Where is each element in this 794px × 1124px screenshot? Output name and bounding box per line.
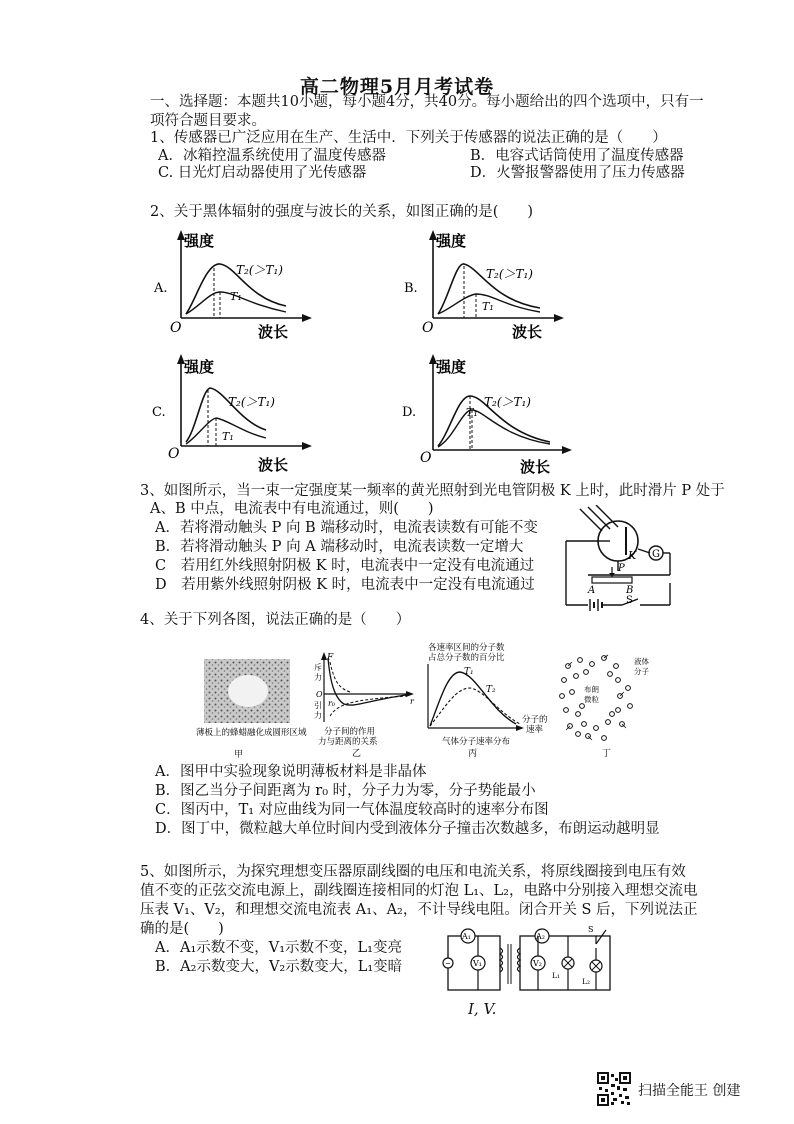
q3-phototube-circuit bbox=[558, 505, 678, 615]
q4-option-d: D．图丁中，微粒越大单位时间内受到液体分子撞击次数越多，布朗运动越明显 bbox=[155, 821, 660, 837]
section-heading-line1: 一、选择题：本题共10小题，每小题4分，共40分。每小题给出的四个选项中，只有一 bbox=[150, 94, 704, 110]
fig-bing-caption: 气体分子速率分布 bbox=[442, 737, 511, 747]
curve-t2-label: T₂(＞T₁) bbox=[236, 263, 283, 277]
ammeter-a2-label: A₂ bbox=[536, 932, 545, 941]
curve-t2-label: T₂(＞T₁) bbox=[486, 267, 533, 281]
q2-graph-b bbox=[400, 228, 570, 343]
fig-yi-r: r bbox=[410, 697, 414, 706]
graph-label: B. bbox=[404, 281, 418, 296]
q3-stem-line2: A、B 中点，电流表中有电流通过，则( ) bbox=[150, 501, 434, 517]
fig-ding-liquid-label1: 液体 bbox=[634, 657, 649, 666]
switch-s-label: S bbox=[626, 595, 633, 606]
q5-stem-line3: 压表 V₁、V₂，和理想交流电流表 A₁、A₂，不计导线电阻。闭合开关 S 后，下列说法正 bbox=[140, 902, 698, 918]
section-heading-line2: 项符合题目要求。 bbox=[150, 113, 266, 129]
x-axis-label: 波长 bbox=[520, 458, 551, 475]
q3-option-a: A．若将滑动触头 P 向 B 端移动时，电流表读数有可能不变 bbox=[155, 520, 538, 536]
fig-ding-particle-label2: 微粒 bbox=[584, 695, 599, 704]
y-axis-label: 强度 bbox=[436, 358, 467, 376]
fig-yi-r0: r₀ bbox=[328, 699, 336, 708]
fig-yi-label: 乙 bbox=[352, 749, 362, 759]
x-axis-label: 波长 bbox=[258, 456, 289, 474]
y-axis-label: 强度 bbox=[436, 232, 467, 250]
fig-yi-origin: O bbox=[316, 690, 323, 699]
y-axis-label: 强度 bbox=[184, 358, 215, 376]
fig-bing-xlabel1: 分子的 bbox=[522, 715, 548, 725]
q5-stem-line4: 确的是( ) bbox=[140, 921, 224, 937]
fig-yi-attraction: 引 bbox=[314, 701, 322, 710]
q3-option-b: B．若将滑动触头 P 向 A 端移动时，电流表读数一定增大 bbox=[155, 539, 524, 555]
fig-ding-liquid-label2: 分子 bbox=[634, 667, 649, 676]
fig-yi-repulsion: 斥 bbox=[314, 663, 322, 672]
end-a-label: A bbox=[588, 585, 596, 596]
graph-label: A. bbox=[154, 281, 168, 296]
galvanometer-label: G bbox=[652, 549, 660, 560]
q5-stem-line2: 值不变的正弦交流电源上，副线圈连接相同的灯泡 L₁、L₂，电路中分别接入理想交流电 bbox=[140, 883, 698, 899]
fig-ding-particle-label1: 布朗 bbox=[584, 685, 599, 694]
lamp-l2-label: L₂ bbox=[582, 977, 590, 986]
handwritten-note: I, V. bbox=[468, 1000, 497, 1018]
curve-t2-label: T₂(＞T₁) bbox=[484, 395, 531, 409]
origin-label: O bbox=[168, 446, 180, 462]
fig-bing-ylabel2: 占总分子数的百分比 bbox=[428, 653, 505, 663]
fig-yi-force: 力 bbox=[314, 673, 322, 682]
curve-t1-label: T₁ bbox=[222, 430, 234, 443]
q4-fig-bing bbox=[420, 640, 560, 762]
q3-option-d: D 若用紫外线照射阴极 K 时，电流表中一定没有电流通过 bbox=[155, 577, 535, 593]
origin-label: O bbox=[420, 450, 432, 466]
q2-graph-c bbox=[148, 350, 318, 475]
curve-t2-label: T₂(＞T₁) bbox=[228, 395, 275, 409]
slider-p-label: P bbox=[618, 563, 625, 574]
q4-fig-jia bbox=[196, 655, 326, 763]
q1-option-b: B．电容式话筒使用了温度传感器 bbox=[470, 148, 684, 164]
q2-stem: 2、关于黑体辐射的强度与波长的关系，如图正确的是( ) bbox=[150, 204, 534, 220]
q5-stem-line1: 5、如图所示，为探究理想变压器原副线圈的电压和电流关系，将原线圈接到电压有效 bbox=[140, 864, 686, 880]
end-b-label: B bbox=[626, 585, 634, 596]
fig-yi-caption2: 力与距离的关系 bbox=[318, 737, 378, 747]
scanner-watermark: 扫描全能王 创建 bbox=[638, 1083, 741, 1099]
fig-bing-t1: T₁ bbox=[464, 667, 474, 677]
fig-ding-label: 丁 bbox=[602, 749, 612, 759]
ammeter-a1-label: A₁ bbox=[462, 932, 471, 941]
cathode-k-label: K bbox=[628, 549, 637, 562]
fig-bing-label: 丙 bbox=[468, 749, 478, 759]
svg-text:~: ~ bbox=[445, 960, 451, 968]
q5-transformer-circuit bbox=[438, 926, 616, 998]
qr-code-icon bbox=[597, 1072, 631, 1106]
lamp-l1-label: L₁ bbox=[552, 971, 560, 980]
curve-t1-label: T₁ bbox=[466, 406, 478, 419]
q1-option-c: C. 日光灯启动器使用了光传感器 bbox=[158, 165, 367, 181]
graph-label: D. bbox=[402, 405, 417, 420]
origin-label: O bbox=[170, 320, 182, 336]
page-title: 高二物理5月月考试卷 bbox=[299, 76, 495, 98]
x-axis-label: 波长 bbox=[512, 323, 543, 341]
fig-bing-t2: T₂ bbox=[486, 685, 496, 695]
q1-stem: 1、传感器已广泛应用在生产、生活中．下列关于传感器的说法正确的是（ ） bbox=[150, 130, 667, 146]
q5-option-b: B．A₂示数变大，V₂示数变大，L₁变暗 bbox=[155, 959, 403, 975]
voltmeter-v2-label: V₂ bbox=[533, 959, 542, 968]
q2-graph-a bbox=[148, 228, 318, 343]
fig-bing-ylabel1: 各速率区间的分子数 bbox=[428, 643, 505, 653]
origin-label: O bbox=[422, 320, 434, 336]
q2-graph-d bbox=[400, 350, 580, 475]
x-axis-label: 波长 bbox=[258, 323, 289, 341]
fig-yi-caption1: 分子间的作用 bbox=[324, 727, 376, 737]
q5-option-a: A．A₁示数不变，V₁示数不变，L₁变亮 bbox=[155, 940, 402, 956]
fig-bing-xlabel2: 速率 bbox=[526, 725, 544, 735]
curve-t1-label: T₁ bbox=[482, 300, 494, 313]
q4-option-a: A．图甲中实验现象说明薄板材料是非晶体 bbox=[155, 764, 427, 780]
fig-jia-label: 甲 bbox=[234, 750, 244, 760]
curve-t1-label: T₁ bbox=[230, 290, 242, 303]
graph-label: C. bbox=[152, 405, 166, 420]
y-axis-label: 强度 bbox=[184, 232, 215, 250]
switch-s-label: S bbox=[588, 926, 594, 934]
q3-stem-line1: 3、如图所示，当一束一定强度某一频率的黄光照射到光电管阴极 K 上时，此时滑片 P 处于 bbox=[140, 483, 725, 499]
q4-option-c: C．图丙中，T₁ 对应曲线为同一气体温度较高时的速率分布图 bbox=[155, 802, 549, 818]
q4-option-b: B．图乙当分子间距离为 r₀ 时，分子力为零，分子势能最小 bbox=[155, 783, 536, 799]
q4-stem: 4、关于下列各图，说法正确的是（ ） bbox=[140, 612, 411, 628]
q4-fig-yi bbox=[310, 650, 420, 760]
q3-option-c: C 若用红外线照射阴极 K 时，电流表中一定没有电流通过 bbox=[155, 558, 535, 574]
fig-jia-caption: 薄板上的蜂蜡融化成圆形区域 bbox=[196, 728, 307, 738]
fig-yi-force2: 力 bbox=[314, 711, 322, 720]
q1-option-d: D．火警报警器使用了压力传感器 bbox=[470, 165, 685, 181]
fig-yi-f-label: F bbox=[327, 653, 334, 663]
q4-fig-ding bbox=[558, 652, 658, 762]
voltmeter-v1-label: V₁ bbox=[473, 959, 482, 968]
q1-option-a: A．冰箱控温系统使用了温度传感器 bbox=[158, 148, 386, 164]
